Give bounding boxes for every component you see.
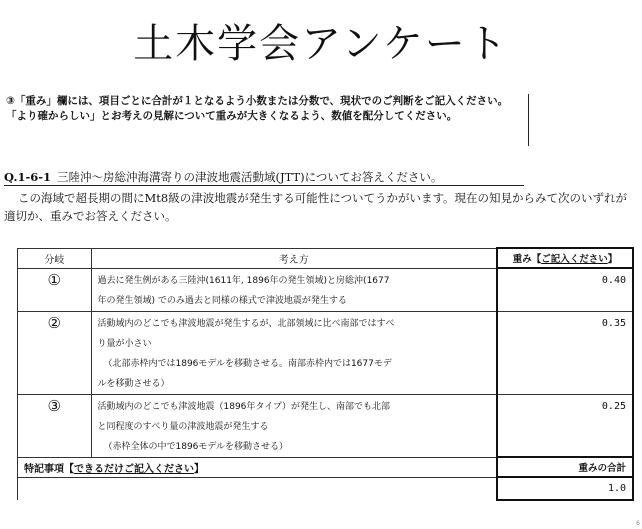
weight-input[interactable]: 0.25 — [497, 394, 633, 457]
description-line: （赤枠全体の中で1896モデルを移動させる） — [103, 441, 288, 452]
weight-input[interactable]: 0.40 — [497, 268, 633, 311]
remarks-prefix: 特記事項【 — [24, 463, 74, 475]
corner-mark: 6 — [636, 520, 640, 527]
total-value: 1.0 — [497, 477, 633, 500]
question-id: Q.1-6-1 — [4, 170, 51, 184]
branch-number: ③ — [18, 394, 92, 457]
table-row — [18, 394, 634, 457]
branch-description — [91, 268, 497, 311]
weight-input[interactable]: 0.35 — [497, 311, 633, 394]
remarks-suffix: 】 — [194, 463, 204, 475]
total-label: 重みの合計 — [497, 457, 633, 477]
header-branch: 分岐 — [18, 248, 92, 268]
question-text: 三陸沖〜房総沖海溝寄りの津波地震活動域(JTT)についてお答えください。 — [57, 170, 443, 184]
question-heading — [4, 169, 524, 186]
branch-number: ② — [18, 311, 92, 394]
description-line: り量が小さい — [97, 338, 152, 349]
description-line: と同程度のすべり量の津波地震が発生する — [97, 421, 269, 432]
branch-number: ① — [18, 268, 92, 311]
table-row — [18, 268, 634, 311]
header-weight — [497, 248, 633, 268]
remarks-row — [18, 457, 634, 477]
header-weight-prefix: 重み【 — [512, 254, 542, 265]
description-line: 活動域内のどこでも津波地震（1896年タイプ）が発生し、南部でも北部 — [97, 401, 391, 412]
instruction-divider — [528, 94, 529, 146]
instruction-text: ③「重み」欄には、項目ごとに合計が１となるよう小数または分数で、現状でのご判断をご記入ください。「より確からしい」とお考えの見解について重みが大きくなるよう、数値を配分してください。 — [6, 95, 509, 122]
description-line: 年の発生領域) でのみ過去と同様の様式で津波地震が発生する — [97, 295, 347, 306]
description-line: 活動域内のどこでも津波地震が発生するが、北部領域に比べ南部ではすべ — [97, 318, 395, 329]
weight-table — [17, 247, 634, 501]
total-row — [18, 477, 634, 500]
remarks-label — [18, 457, 497, 477]
description-line: ルを移動させる） — [97, 378, 170, 389]
table-row — [18, 311, 634, 394]
table-header-row — [18, 248, 634, 268]
remarks-input[interactable] — [18, 477, 497, 500]
branch-description — [91, 394, 497, 457]
branch-description — [91, 311, 497, 394]
question-intro: この海域で超長期の間にMt8級の津波地震が発生する可能性についてうかがいます。現在の知見からみて次のいずれが適切か、重みでお答えください。 — [4, 191, 628, 223]
header-weight-note: ご記入ください — [541, 254, 608, 265]
remarks-note: できるだけご記入ください — [74, 463, 194, 475]
description-line: （北部赤枠内では1896モデルを移動させる。南部赤枠内では1677モデ — [103, 358, 392, 369]
header-weight-suffix: 】 — [607, 254, 618, 265]
header-view: 考え方 — [91, 248, 497, 268]
description-line: 過去に発生例がある三陸沖(1611年, 1896年の発生領域)と房総沖(1677 — [97, 275, 390, 286]
page-title: 土木学会アンケート — [133, 21, 509, 67]
